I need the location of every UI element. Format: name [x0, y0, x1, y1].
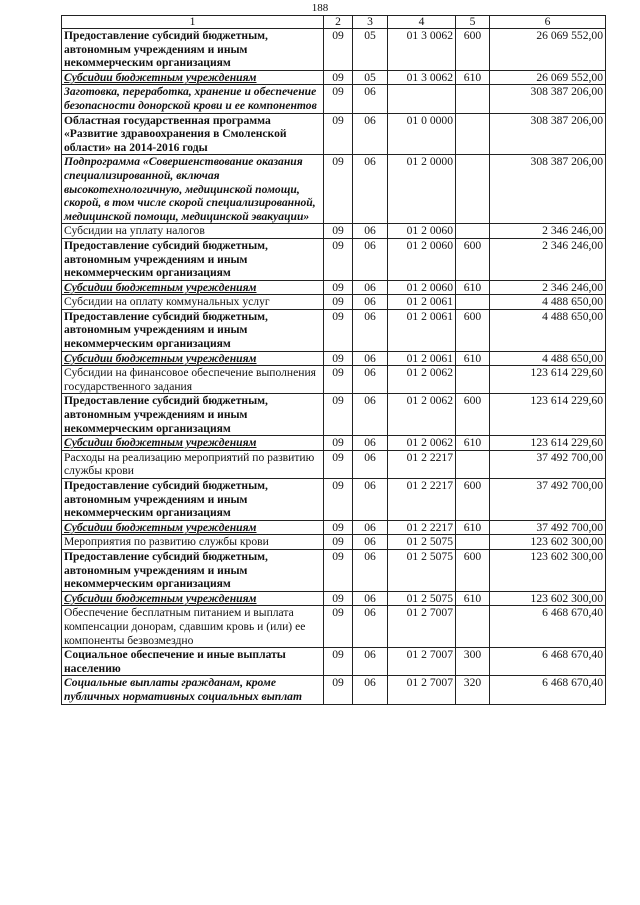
row-subsection-code: 06: [353, 309, 388, 351]
row-target-article: 01 3 0062: [388, 70, 456, 85]
table-row: [62, 309, 606, 351]
row-name: Субсидии на финансовое обеспечение выполнения государственного задания: [62, 366, 324, 394]
table-row: [62, 85, 606, 113]
row-subsection-code: 06: [353, 113, 388, 155]
page-number: 188: [311, 2, 329, 14]
row-expense-type: 600: [456, 394, 490, 436]
row-subsection-code: 06: [353, 549, 388, 591]
row-name: Предоставление субсидий бюджетным, автономным учреждениям и иным некоммерческим организациям: [62, 29, 324, 71]
row-expense-type: 610: [456, 520, 490, 535]
table-row: [62, 280, 606, 295]
table-row: [62, 366, 606, 394]
row-section-code: 09: [324, 450, 353, 478]
row-name: Подпрограмма «Совершенствование оказания специализированной, включая высокотехнологичную, медицинской помощи, скорой, в том числе скорой специализированной, медицинской помощи, медицинской эвакуации»: [62, 155, 324, 224]
row-name: Субсидии бюджетным учреждениям: [62, 351, 324, 366]
row-expense-type: [456, 366, 490, 394]
row-section-code: 09: [324, 648, 353, 676]
table-body: [62, 29, 606, 705]
row-section-code: 09: [324, 549, 353, 591]
row-subsection-code: 06: [353, 295, 388, 310]
row-expense-type: [456, 295, 490, 310]
row-expense-type: 610: [456, 351, 490, 366]
row-name: Социальные выплаты гражданам, кроме публичных нормативных социальных выплат: [62, 676, 324, 704]
row-amount: 123 614 229,60: [490, 436, 606, 451]
row-expense-type: [456, 85, 490, 113]
row-subsection-code: 06: [353, 436, 388, 451]
header-cell-6: 6: [490, 16, 606, 29]
table-row: [62, 113, 606, 155]
row-expense-type: 320: [456, 676, 490, 704]
row-name: Заготовка, переработка, хранение и обеспечение безопасности донорской крови и ее компонентов: [62, 85, 324, 113]
row-target-article: 01 2 0061: [388, 309, 456, 351]
row-target-article: 01 2 2217: [388, 450, 456, 478]
row-section-code: 09: [324, 280, 353, 295]
row-expense-type: [456, 535, 490, 550]
row-amount: 26 069 552,00: [490, 29, 606, 71]
row-subsection-code: 06: [353, 238, 388, 280]
header-row: [62, 16, 606, 29]
row-name: Субсидии на уплату налогов: [62, 224, 324, 239]
row-subsection-code: 06: [353, 591, 388, 606]
row-target-article: 01 0 0000: [388, 113, 456, 155]
row-amount: 4 488 650,00: [490, 351, 606, 366]
table-row: [62, 436, 606, 451]
header-cell-2: 2: [324, 16, 353, 29]
row-name: Обеспечение бесплатным питанием и выплата компенсации донорам, сдавшим кровь и (или) ее компоненты безвозмездно: [62, 606, 324, 648]
row-section-code: 09: [324, 479, 353, 521]
row-subsection-code: 06: [353, 351, 388, 366]
row-section-code: 09: [324, 29, 353, 71]
row-subsection-code: 06: [353, 394, 388, 436]
row-expense-type: [456, 606, 490, 648]
row-target-article: 01 2 0062: [388, 366, 456, 394]
row-section-code: 09: [324, 224, 353, 239]
row-target-article: 01 2 5075: [388, 535, 456, 550]
row-subsection-code: 06: [353, 224, 388, 239]
row-name: Предоставление субсидий бюджетным, автономным учреждениям и иным некоммерческим организациям: [62, 549, 324, 591]
row-section-code: 09: [324, 394, 353, 436]
row-name: Мероприятия по развитию службы крови: [62, 535, 324, 550]
row-target-article: 01 2 0061: [388, 351, 456, 366]
row-section-code: 09: [324, 535, 353, 550]
row-expense-type: 610: [456, 591, 490, 606]
row-name: Предоставление субсидий бюджетным, автономным учреждениям и иным некоммерческим организациям: [62, 394, 324, 436]
budget-table: [61, 15, 606, 705]
row-amount: 37 492 700,00: [490, 520, 606, 535]
table-row: [62, 238, 606, 280]
row-amount: 26 069 552,00: [490, 70, 606, 85]
table-row: [62, 591, 606, 606]
row-expense-type: 300: [456, 648, 490, 676]
table-row: [62, 224, 606, 239]
row-section-code: 09: [324, 436, 353, 451]
row-target-article: 01 2 0062: [388, 394, 456, 436]
row-name: Субсидии бюджетным учреждениям: [62, 436, 324, 451]
row-subsection-code: 06: [353, 155, 388, 224]
row-expense-type: [456, 113, 490, 155]
row-target-article: 01 2 0062: [388, 436, 456, 451]
row-name: Предоставление субсидий бюджетным, автономным учреждениям и иным некоммерческим организациям: [62, 479, 324, 521]
row-amount: 308 387 206,00: [490, 113, 606, 155]
row-section-code: 09: [324, 70, 353, 85]
row-target-article: 01 2 5075: [388, 591, 456, 606]
row-section-code: 09: [324, 676, 353, 704]
row-section-code: 09: [324, 295, 353, 310]
row-expense-type: [456, 224, 490, 239]
table-row: [62, 520, 606, 535]
row-amount: 6 468 670,40: [490, 648, 606, 676]
row-subsection-code: 06: [353, 606, 388, 648]
row-target-article: 01 2 0000: [388, 155, 456, 224]
header-cell-1: 1: [62, 16, 324, 29]
table-row: [62, 479, 606, 521]
row-name: Областная государственная программа «Развитие здравоохранения в Смоленской области» на 2014-2016 годы: [62, 113, 324, 155]
row-section-code: 09: [324, 113, 353, 155]
row-amount: 37 492 700,00: [490, 479, 606, 521]
row-name: Субсидии бюджетным учреждениям: [62, 591, 324, 606]
header-cell-3: 3: [353, 16, 388, 29]
row-amount: 2 346 246,00: [490, 238, 606, 280]
table-row: [62, 648, 606, 676]
row-amount: 6 468 670,40: [490, 606, 606, 648]
row-expense-type: 600: [456, 309, 490, 351]
row-amount: 4 488 650,00: [490, 309, 606, 351]
row-target-article: 01 2 0060: [388, 238, 456, 280]
row-expense-type: 600: [456, 479, 490, 521]
row-subsection-code: 06: [353, 479, 388, 521]
table-row: [62, 676, 606, 704]
row-expense-type: [456, 450, 490, 478]
row-section-code: 09: [324, 351, 353, 366]
row-amount: 308 387 206,00: [490, 155, 606, 224]
row-expense-type: 610: [456, 436, 490, 451]
row-amount: 2 346 246,00: [490, 280, 606, 295]
table-row: [62, 394, 606, 436]
row-section-code: 09: [324, 591, 353, 606]
row-amount: 123 602 300,00: [490, 591, 606, 606]
row-expense-type: [456, 155, 490, 224]
row-subsection-code: 06: [353, 280, 388, 295]
row-amount: 37 492 700,00: [490, 450, 606, 478]
row-section-code: 09: [324, 238, 353, 280]
row-amount: 6 468 670,40: [490, 676, 606, 704]
table-row: [62, 295, 606, 310]
row-target-article: 01 3 0062: [388, 29, 456, 71]
row-section-code: 09: [324, 520, 353, 535]
row-subsection-code: 06: [353, 676, 388, 704]
row-target-article: 01 2 0060: [388, 280, 456, 295]
row-subsection-code: 06: [353, 450, 388, 478]
header-cell-4: 4: [388, 16, 456, 29]
row-amount: 123 602 300,00: [490, 535, 606, 550]
row-expense-type: 610: [456, 70, 490, 85]
row-subsection-code: 06: [353, 535, 388, 550]
row-target-article: 01 2 2217: [388, 520, 456, 535]
row-section-code: 09: [324, 85, 353, 113]
row-section-code: 09: [324, 155, 353, 224]
table-row: [62, 606, 606, 648]
row-subsection-code: 05: [353, 29, 388, 71]
row-name: Предоставление субсидий бюджетным, автономным учреждениям и иным некоммерческим организациям: [62, 309, 324, 351]
row-subsection-code: 06: [353, 85, 388, 113]
row-expense-type: 600: [456, 29, 490, 71]
table-row: [62, 549, 606, 591]
row-subsection-code: 05: [353, 70, 388, 85]
row-name: Субсидии бюджетным учреждениям: [62, 70, 324, 85]
table-row: [62, 351, 606, 366]
row-target-article: 01 2 7007: [388, 648, 456, 676]
row-name: Предоставление субсидий бюджетным, автономным учреждениям и иным некоммерческим организациям: [62, 238, 324, 280]
row-subsection-code: 06: [353, 520, 388, 535]
row-target-article: 01 2 2217: [388, 479, 456, 521]
table-row: [62, 535, 606, 550]
header-cell-5: 5: [456, 16, 490, 29]
row-name: Субсидии на оплату коммунальных услуг: [62, 295, 324, 310]
row-name: Субсидии бюджетным учреждениям: [62, 520, 324, 535]
row-expense-type: 610: [456, 280, 490, 295]
row-target-article: 01 2 0060: [388, 224, 456, 239]
row-section-code: 09: [324, 606, 353, 648]
row-name: Социальное обеспечение и иные выплаты населению: [62, 648, 324, 676]
row-amount: 4 488 650,00: [490, 295, 606, 310]
table-row: [62, 29, 606, 71]
row-target-article: 01 2 0061: [388, 295, 456, 310]
row-amount: 308 387 206,00: [490, 85, 606, 113]
row-target-article: 01 2 5075: [388, 549, 456, 591]
row-name: Расходы на реализацию мероприятий по развитию службы крови: [62, 450, 324, 478]
row-amount: 123 614 229,60: [490, 394, 606, 436]
row-subsection-code: 06: [353, 366, 388, 394]
row-subsection-code: 06: [353, 648, 388, 676]
table-row: [62, 70, 606, 85]
row-target-article: 01 2 7007: [388, 676, 456, 704]
row-target-article: 01 2 7007: [388, 606, 456, 648]
row-expense-type: 600: [456, 238, 490, 280]
row-expense-type: 600: [456, 549, 490, 591]
table-row: [62, 450, 606, 478]
row-name: Субсидии бюджетным учреждениям: [62, 280, 324, 295]
row-amount: 123 602 300,00: [490, 549, 606, 591]
row-amount: 2 346 246,00: [490, 224, 606, 239]
row-amount: 123 614 229,60: [490, 366, 606, 394]
row-target-article: [388, 85, 456, 113]
table-row: [62, 155, 606, 224]
row-section-code: 09: [324, 366, 353, 394]
row-section-code: 09: [324, 309, 353, 351]
